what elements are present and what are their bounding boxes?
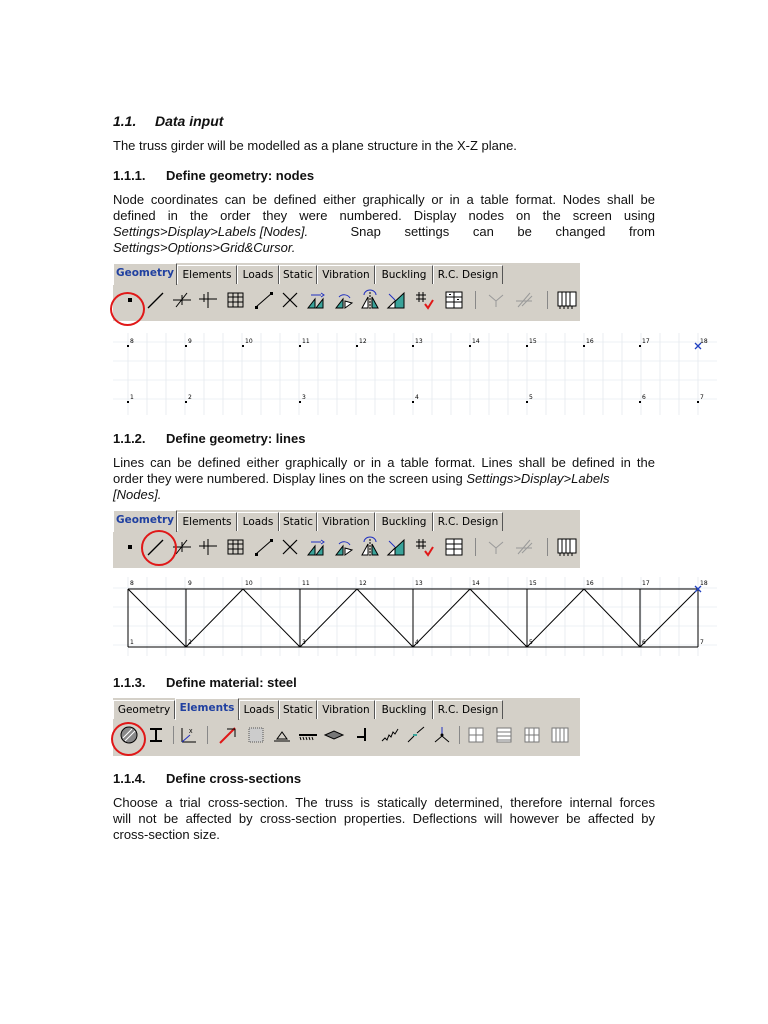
node-point — [412, 401, 414, 403]
node-point — [299, 401, 301, 403]
node-point — [697, 401, 699, 403]
toolbar-tabs — [113, 698, 580, 720]
tab-buckling[interactable]: Buckling — [375, 265, 433, 284]
geometry-toolbar — [113, 263, 580, 321]
tab-static[interactable]: Static — [279, 700, 317, 719]
subsection-number: 1.1.3. — [113, 675, 146, 690]
rotate-icon[interactable] — [333, 536, 355, 558]
node-point — [242, 345, 244, 347]
geometry-toolbar-lines — [113, 510, 580, 568]
disabled-icon-2 — [513, 289, 535, 311]
tab-elements[interactable]: Elements — [177, 265, 237, 284]
paragraph-line: will not be affected by cross-section properties. Deflections will however be affected by — [113, 811, 655, 826]
cross-section-icon[interactable] — [145, 724, 167, 746]
reference-icon[interactable] — [177, 724, 199, 746]
table-icon[interactable] — [443, 289, 465, 311]
delete-cross-icon[interactable] — [279, 289, 301, 311]
tab-geometry[interactable]: Geometry — [113, 700, 175, 719]
node-point — [185, 345, 187, 347]
nodes-canvas — [113, 333, 717, 415]
node-label: 7 — [700, 639, 704, 646]
truss-canvas — [113, 577, 717, 656]
tab-geometry[interactable]: Geometry — [113, 510, 177, 532]
subsection-number: 1.1.2. — [113, 431, 146, 446]
panel-icon-3[interactable] — [521, 724, 543, 746]
elements-toolbar — [113, 698, 580, 756]
tab-static[interactable]: Static — [279, 265, 317, 284]
highlight-node-circle — [110, 292, 145, 326]
node-label: 6 — [642, 394, 646, 401]
menu-path-labels: Settings>Display>Labels — [466, 471, 610, 486]
line-intersect-icon[interactable] — [171, 289, 193, 311]
panel-icon-4[interactable] — [549, 724, 571, 746]
node-label: 9 — [188, 580, 192, 587]
panel-icon-1[interactable] — [465, 724, 487, 746]
disabled-icon-1 — [485, 536, 507, 558]
node-point — [583, 345, 585, 347]
check-icon[interactable] — [413, 536, 435, 558]
support-icon[interactable] — [271, 724, 293, 746]
node-label: 12 — [359, 338, 367, 345]
node-label: 16 — [586, 580, 594, 587]
section-number: 1.1. — [113, 113, 137, 129]
node-label: 14 — [472, 338, 480, 345]
node-label: 17 — [642, 580, 650, 587]
toolbar-separator — [547, 291, 548, 309]
node-point — [299, 345, 301, 347]
node-label: 2 — [188, 639, 192, 646]
highlight-line-circle — [141, 530, 177, 566]
node-point — [127, 401, 129, 403]
surface-support-icon[interactable] — [323, 724, 345, 746]
node-label: 18 — [700, 580, 708, 587]
tab-vibration[interactable]: Vibration — [317, 700, 375, 719]
diagonal-member — [128, 589, 186, 647]
node-label: 16 — [586, 338, 594, 345]
node-label: 7 — [700, 394, 704, 401]
columns-icon[interactable] — [556, 289, 578, 311]
node-label: 3 — [302, 639, 306, 646]
diagonal-member — [470, 589, 527, 647]
subsection-title: Define material: steel — [166, 675, 297, 690]
intro-paragraph: The truss girder will be modelled as a plane structure in the X-Z plane. — [113, 138, 517, 153]
delete-cross-icon[interactable] — [279, 536, 301, 558]
tab-static[interactable]: Static — [279, 512, 317, 531]
node-label: 11 — [302, 338, 310, 345]
node-point — [185, 401, 187, 403]
node-label: 15 — [529, 580, 537, 587]
tab-loads[interactable]: Loads — [237, 512, 279, 531]
tab-rc-design[interactable]: R.C. Design — [433, 700, 503, 719]
toolbar-tabs — [113, 263, 580, 285]
highlight-material-circle — [111, 722, 146, 756]
node-label: 10 — [245, 580, 253, 587]
node-point — [356, 345, 358, 347]
diagonal-member — [640, 589, 698, 647]
lines-paragraph — [113, 455, 655, 503]
paragraph-text: order they were numbered. Display lines on the screen using — [113, 471, 467, 486]
tab-geometry[interactable]: Geometry — [113, 263, 177, 285]
node-label: 17 — [642, 338, 650, 345]
node-label: 4 — [415, 639, 419, 646]
columns-icon[interactable] — [556, 536, 578, 558]
menu-path-grid-cursor: Settings>Options>Grid&Cursor. — [113, 240, 296, 255]
diagonal-member — [186, 589, 243, 647]
spring-icon[interactable] — [379, 724, 401, 746]
subsection-title: Define geometry: nodes — [166, 168, 315, 183]
node-label: 18 — [700, 338, 708, 345]
scale-icon[interactable] — [385, 536, 407, 558]
section-heading-data-input — [113, 113, 223, 129]
tab-vibration[interactable]: Vibration — [317, 265, 375, 284]
node-label: 1 — [130, 639, 134, 646]
node-point — [526, 401, 528, 403]
rigid-icon[interactable] — [353, 724, 375, 746]
truss-svg — [113, 577, 717, 656]
subsection-heading-cross-sections — [113, 771, 301, 786]
arc-icon[interactable] — [253, 289, 275, 311]
translate-icon[interactable] — [305, 536, 327, 558]
node-label: 5 — [529, 639, 533, 646]
section-title: Data input — [155, 113, 224, 129]
nodes-paragraph — [113, 192, 655, 256]
tab-buckling[interactable]: Buckling — [375, 512, 433, 531]
diagonal-member — [357, 589, 413, 647]
link-icon[interactable] — [431, 724, 453, 746]
line-divide-icon[interactable] — [197, 536, 219, 558]
rotate-icon[interactable] — [333, 289, 355, 311]
arc-icon[interactable] — [253, 536, 275, 558]
toolbar-separator — [173, 726, 174, 744]
diagonal-member — [584, 589, 640, 647]
toolbar-separator — [547, 538, 548, 556]
subsection-title: Define geometry: lines — [166, 431, 306, 446]
node-label: 12 — [359, 580, 367, 587]
node-point — [412, 345, 414, 347]
node-label: 8 — [130, 580, 134, 587]
menu-path-nodes: [Nodes]. — [113, 487, 162, 502]
nodes-svg — [113, 333, 717, 415]
mirror-icon[interactable] — [359, 536, 381, 558]
disabled-icon-1 — [485, 289, 507, 311]
tab-rc-design[interactable]: R.C. Design — [433, 265, 503, 284]
grid-icon[interactable] — [225, 289, 247, 311]
subsection-number: 1.1.1. — [113, 168, 146, 183]
line-divide-icon[interactable] — [197, 289, 219, 311]
grid-icon[interactable] — [225, 536, 247, 558]
scale-icon[interactable] — [385, 289, 407, 311]
node-label: 14 — [472, 580, 480, 587]
toolbar-separator — [459, 726, 460, 744]
toolbar-separator — [207, 726, 208, 744]
translate-icon[interactable] — [305, 289, 327, 311]
tab-vibration[interactable]: Vibration — [317, 512, 375, 531]
geometry-icon-row — [113, 534, 580, 562]
node-point — [639, 401, 641, 403]
tab-elements[interactable]: Elements — [177, 512, 237, 531]
subsection-number: 1.1.4. — [113, 771, 146, 786]
toolbar-tabs — [113, 510, 580, 532]
diagonal-member — [243, 589, 300, 647]
tab-loads[interactable]: Loads — [237, 265, 279, 284]
toolbar-separator — [475, 291, 476, 309]
node-label: 1 — [130, 394, 134, 401]
subsection-heading-nodes — [113, 168, 314, 183]
node-label: 13 — [415, 338, 423, 345]
domain-icon[interactable] — [245, 724, 267, 746]
tab-elements[interactable]: Elements — [175, 698, 239, 720]
subsection-heading-material — [113, 675, 297, 690]
svg-text:x: x — [189, 728, 193, 735]
menu-path-labels: Settings>Display>Labels [Nodes]. — [113, 224, 309, 239]
node-point — [127, 345, 129, 347]
mirror-icon[interactable] — [359, 289, 381, 311]
paragraph-line: cross-section size. — [113, 827, 220, 842]
check-icon[interactable] — [413, 289, 435, 311]
node-point — [526, 345, 528, 347]
line-support-icon[interactable] — [297, 724, 319, 746]
node-label: 3 — [302, 394, 306, 401]
node-label: 8 — [130, 338, 134, 345]
paragraph-text: Snap settings can be changed from — [350, 224, 655, 239]
node-label: 6 — [642, 639, 646, 646]
paragraph-line: Node coordinates can be defined either graphically or in a table format. Nodes shall be — [113, 192, 655, 207]
node-label: 5 — [529, 394, 533, 401]
geometry-icon-row — [113, 287, 580, 315]
truss-element-icon[interactable] — [217, 724, 239, 746]
panel-icon-2[interactable] — [493, 724, 515, 746]
node-label: 13 — [415, 580, 423, 587]
subsection-heading-lines — [113, 431, 305, 446]
tab-rc-design[interactable]: R.C. Design — [433, 512, 503, 531]
node-label: 11 — [302, 580, 310, 587]
disabled-icon-2 — [513, 536, 535, 558]
table-icon[interactable] — [443, 536, 465, 558]
node-point — [469, 345, 471, 347]
paragraph-line: defined in the order they were numbered. Display nodes on the screen using — [113, 208, 655, 223]
toolbar-separator — [475, 538, 476, 556]
tab-loads[interactable]: Loads — [239, 700, 279, 719]
diagonal-member — [300, 589, 357, 647]
node-label: 4 — [415, 394, 419, 401]
diagonal-member — [527, 589, 584, 647]
cross-sections-paragraph — [113, 795, 655, 843]
node-point — [639, 345, 641, 347]
elements-icon-row — [113, 722, 580, 750]
line-icon[interactable] — [145, 289, 167, 311]
node-label: 2 — [188, 394, 192, 401]
tab-buckling[interactable]: Buckling — [375, 700, 433, 719]
subsection-title: Define cross-sections — [166, 771, 302, 786]
paragraph-line: Lines can be defined either graphically or in a table format. Lines shall be defined in the — [113, 455, 655, 470]
node-label: 15 — [529, 338, 537, 345]
node-label: 9 — [188, 338, 192, 345]
paragraph-line — [113, 224, 655, 240]
node-label: 10 — [245, 338, 253, 345]
node-icon[interactable] — [119, 536, 141, 558]
gap-icon[interactable] — [405, 724, 427, 746]
paragraph-line: Choose a trial cross-section. The truss is statically determined, therefore internal forces — [113, 795, 655, 810]
diagonal-member — [413, 589, 470, 647]
